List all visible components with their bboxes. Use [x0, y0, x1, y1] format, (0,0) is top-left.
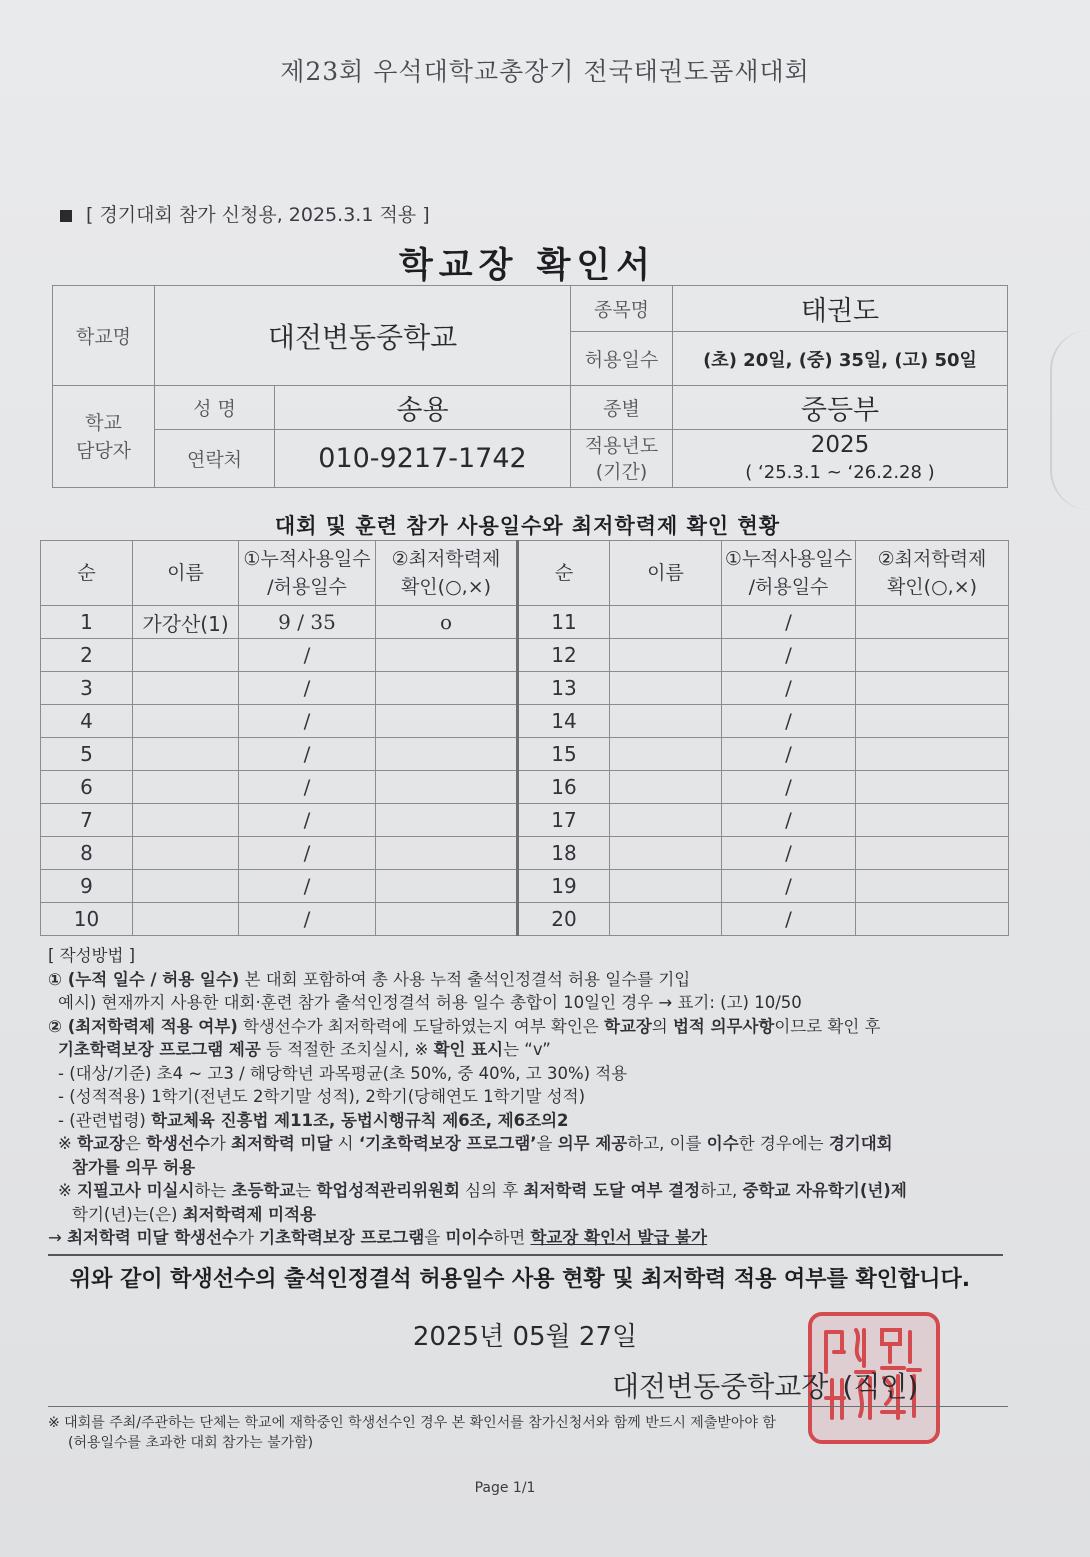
contact-group-label-1: 학교 — [85, 411, 122, 434]
method-line-2: 예시) 현재까지 사용한 대회·훈련 참가 출석인정결석 허용 일수 총합이 10일인 경우 → 표기: (고) 10/50 — [58, 993, 802, 1012]
school-principal: 대전변동중학교장 — [612, 1370, 829, 1403]
header-days — [239, 541, 376, 606]
school-label: 학교명 — [53, 286, 155, 386]
roster-cell-no: 2 — [41, 639, 133, 672]
year-value: 2025 — [810, 431, 870, 458]
header-no-2: 순 — [518, 541, 610, 606]
header-no: 순 — [41, 541, 133, 606]
method-line-3: ② (최저학력제 적용 여부) 학생선수가 최저학력에 도달하였는지 여부 확인은 학교장의 법적 의무사항이므로 확인 후 — [48, 1016, 881, 1036]
contact-group-label — [53, 386, 155, 488]
header-check-line2: 확인(○,×) — [400, 576, 492, 598]
issue-date: 2025년 05월 27일 — [412, 1322, 638, 1352]
roster-cell-days: / — [722, 804, 856, 837]
writing-instructions — [48, 944, 1008, 1256]
roster-cell-check — [376, 870, 518, 903]
folder-edge — [1050, 330, 1090, 510]
method-line-7: - (관련법령) 학교체육 진흥법 제11조, 동법시행규칙 제6조, 제6조의2 — [58, 1110, 569, 1130]
roster-cell-days: / — [722, 771, 856, 804]
roster-cell-days: / — [722, 837, 856, 870]
roster-cell-name — [610, 870, 722, 903]
header-days-2-line1: ①누적사용일수 — [724, 548, 853, 570]
table-row — [41, 903, 1009, 936]
roster-cell-check — [856, 738, 1009, 771]
footnote-line-1: ※ 대회를 주최/주관하는 단체는 학교에 재학중인 학생선수인 경우 본 확인서를 참가신청서와 함께 반드시 제출받아야 함 — [48, 1415, 776, 1431]
allowed-days-value: (초) 20일, (중) 35일, (고) 50일 — [673, 332, 1008, 386]
square-bullet-icon — [60, 210, 72, 222]
roster-cell-name — [610, 837, 722, 870]
roster-table — [40, 540, 1009, 936]
roster-cell-no: 18 — [518, 837, 610, 870]
name-label: 성 명 — [155, 386, 275, 430]
header-days-line2: /허용일수 — [267, 576, 347, 598]
roster-cell-check — [856, 837, 1009, 870]
roster-cell-days: / — [722, 903, 856, 936]
roster-cell-no: 7 — [41, 804, 133, 837]
roster-cell-days: / — [239, 672, 376, 705]
roster-cell-days: / — [239, 639, 376, 672]
roster-cell-check — [856, 771, 1009, 804]
roster-cell-no: 19 — [518, 870, 610, 903]
roster-cell-no: 10 — [41, 903, 133, 936]
table-row — [41, 870, 1009, 903]
roster-cell-no: 8 — [41, 837, 133, 870]
roster-cell-days: / — [722, 870, 856, 903]
header-name: 이름 — [133, 541, 239, 606]
roster-cell-name — [610, 771, 722, 804]
footnote — [48, 1406, 1008, 1453]
roster-cell-name — [610, 903, 722, 936]
year-label-2: (기간) — [595, 460, 648, 483]
roster-cell-days: / — [239, 903, 376, 936]
roster-cell-no: 20 — [518, 903, 610, 936]
header-name-2: 이름 — [610, 541, 722, 606]
table-row — [41, 606, 1009, 639]
roster-cell-check — [376, 639, 518, 672]
roster-cell-name — [133, 804, 239, 837]
apply-note-text: [ 경기대회 참가 신청용, 2025.3.1 적용 ] — [86, 204, 430, 226]
roster-cell-check — [376, 837, 518, 870]
table-row — [41, 639, 1009, 672]
method-line-12: → 최저학력 미달 학생선수가 기초학력보장 프로그램을 미이수하면 학교장 확인서 발급 불가 — [48, 1228, 708, 1247]
roster-cell-days: / — [239, 771, 376, 804]
header-days-2 — [722, 541, 856, 606]
roster-cell-days: / — [239, 804, 376, 837]
roster-cell-check — [856, 606, 1009, 639]
method-divider — [48, 1254, 1003, 1256]
roster-cell-name — [133, 771, 239, 804]
roster-cell-check — [856, 870, 1009, 903]
roster-cell-days: / — [239, 705, 376, 738]
year-cell — [673, 430, 1008, 488]
page-number: Page 1/1 — [474, 1480, 536, 1496]
method-line-4: 기초학력보장 프로그램 제공 등 적절한 조치실시, ※ 확인 표시는 “v” — [58, 1040, 551, 1059]
category-label: 종별 — [571, 386, 673, 430]
roster-cell-name: 가강산(1) — [133, 606, 239, 639]
method-line-10: ※ 지필고사 미실시하는 초등학교는 학업성적관리위원회 심의 후 최저학력 도달 여부 결정하고, 중학교 자유학기(년)제 — [58, 1181, 907, 1200]
roster-cell-name — [133, 903, 239, 936]
roster-title: 대회 및 훈련 참가 사용일수와 최저학력제 확인 현황 — [274, 514, 781, 538]
roster-cell-name — [133, 672, 239, 705]
category-value: 중등부 — [673, 386, 1008, 430]
header-check-2-line2: 확인(○,×) — [886, 576, 978, 598]
roster-cell-no: 9 — [41, 870, 133, 903]
event-title: 제23회 우석대학교총장기 전국태권도품새대회 — [280, 57, 810, 86]
method-heading: [ 작성방법 ] — [48, 946, 136, 965]
roster-cell-check — [376, 903, 518, 936]
roster-cell-check — [856, 639, 1009, 672]
roster-cell-check — [856, 804, 1009, 837]
allowed-days-label: 허용일수 — [571, 332, 673, 386]
table-row — [41, 705, 1009, 738]
roster-cell-name — [610, 672, 722, 705]
roster-cell-name — [133, 639, 239, 672]
phone-label: 연락처 — [155, 430, 275, 488]
roster-cell-days: / — [239, 738, 376, 771]
roster-header-row — [41, 541, 1009, 606]
year-label-1: 적용년도 — [584, 434, 659, 457]
roster-cell-check — [376, 771, 518, 804]
info-table — [52, 285, 1008, 488]
method-line-8: ※ 학교장은 학생선수가 최저학력 미달 시 ‘기초학력보장 프로그램’을 의무 제공하고, 이를 이수한 경우에는 경기대회 — [58, 1134, 893, 1153]
table-row — [41, 804, 1009, 837]
year-label — [571, 430, 673, 488]
header-check — [376, 541, 518, 606]
roster-cell-name — [610, 639, 722, 672]
roster-cell-no: 6 — [41, 771, 133, 804]
document-title: 학교장 확인서 — [398, 246, 657, 286]
confirmation-statement: 위와 같이 학생선수의 출석인정결석 허용일수 사용 현황 및 최저학력 적용 여부를 확인합니다. — [69, 1267, 971, 1292]
school-value: 대전변동중학교 — [155, 286, 571, 386]
roster-cell-check — [376, 672, 518, 705]
roster-cell-no: 5 — [41, 738, 133, 771]
period-value: ( ‘25.3.1 ~ ‘26.2.28 ) — [745, 461, 935, 483]
roster-cell-days: / — [239, 870, 376, 903]
header-check-2-line1: ②최저학력제 — [877, 548, 987, 570]
method-line-6: - (성적적용) 1학기(전년도 2학기말 성적), 2학기(당해연도 1학기말 성적) — [58, 1087, 586, 1106]
header-days-line1: ①누적사용일수 — [243, 548, 371, 570]
header-check-2 — [856, 541, 1009, 606]
roster-cell-days: / — [722, 738, 856, 771]
event-label: 종목명 — [571, 286, 673, 332]
roster-cell-no: 13 — [518, 672, 610, 705]
method-line-1: ① (누적 일수 / 허용 일수) 본 대회 포함하여 총 사용 누적 출석인정결석 허용 일수를 기입 — [48, 969, 691, 989]
roster-cell-days: / — [722, 639, 856, 672]
roster-cell-no: 15 — [518, 738, 610, 771]
roster-cell-check — [856, 903, 1009, 936]
roster-cell-days: 9 / 35 — [239, 606, 376, 639]
roster-cell-check — [856, 705, 1009, 738]
apply-note — [60, 200, 430, 227]
roster-cell-no: 14 — [518, 705, 610, 738]
roster-cell-check — [856, 672, 1009, 705]
roster-cell-check — [376, 738, 518, 771]
roster-cell-check — [376, 705, 518, 738]
table-row — [41, 837, 1009, 870]
header-days-2-line2: /허용일수 — [748, 576, 829, 598]
roster-cell-no: 16 — [518, 771, 610, 804]
roster-cell-name — [610, 606, 722, 639]
seal-label: (직인) — [842, 1370, 919, 1403]
roster-cell-check: o — [376, 606, 518, 639]
roster-cell-name — [610, 738, 722, 771]
school-signature — [612, 1365, 918, 1405]
name-value: 송용 — [275, 386, 571, 430]
roster-cell-days: / — [722, 672, 856, 705]
roster-cell-no: 12 — [518, 639, 610, 672]
method-line-11: 학기(년)는(은) 최저학력제 미적용 — [72, 1204, 316, 1224]
roster-cell-name — [610, 705, 722, 738]
roster-cell-name — [610, 804, 722, 837]
roster-cell-name — [133, 738, 239, 771]
roster-cell-no: 3 — [41, 672, 133, 705]
roster-cell-days: / — [722, 606, 856, 639]
roster-cell-name — [133, 870, 239, 903]
roster-cell-no: 1 — [41, 606, 133, 639]
table-row — [41, 771, 1009, 804]
roster-cell-no: 4 — [41, 705, 133, 738]
roster-cell-no: 17 — [518, 804, 610, 837]
method-line-5: - (대상/기준) 초4 ~ 고3 / 해당학년 과목평균(초 50%, 중 40%, 고 30%) 적용 — [58, 1063, 628, 1083]
roster-cell-name — [133, 705, 239, 738]
event-value: 태권도 — [673, 286, 1008, 332]
method-line-9: 참가를 의무 허용 — [72, 1157, 196, 1177]
roster-cell-days: / — [722, 705, 856, 738]
table-row — [41, 738, 1009, 771]
header-check-line1: ②최저학력제 — [391, 548, 501, 570]
footnote-line-2: (허용일수를 초과한 대회 참가는 불가함) — [68, 1435, 314, 1451]
roster-cell-name — [133, 837, 239, 870]
roster-cell-days: / — [239, 837, 376, 870]
roster-cell-no: 11 — [518, 606, 610, 639]
contact-group-label-2: 담당자 — [75, 439, 132, 462]
table-row — [41, 672, 1009, 705]
phone-value: 010-9217-1742 — [275, 430, 571, 488]
roster-cell-check — [376, 804, 518, 837]
